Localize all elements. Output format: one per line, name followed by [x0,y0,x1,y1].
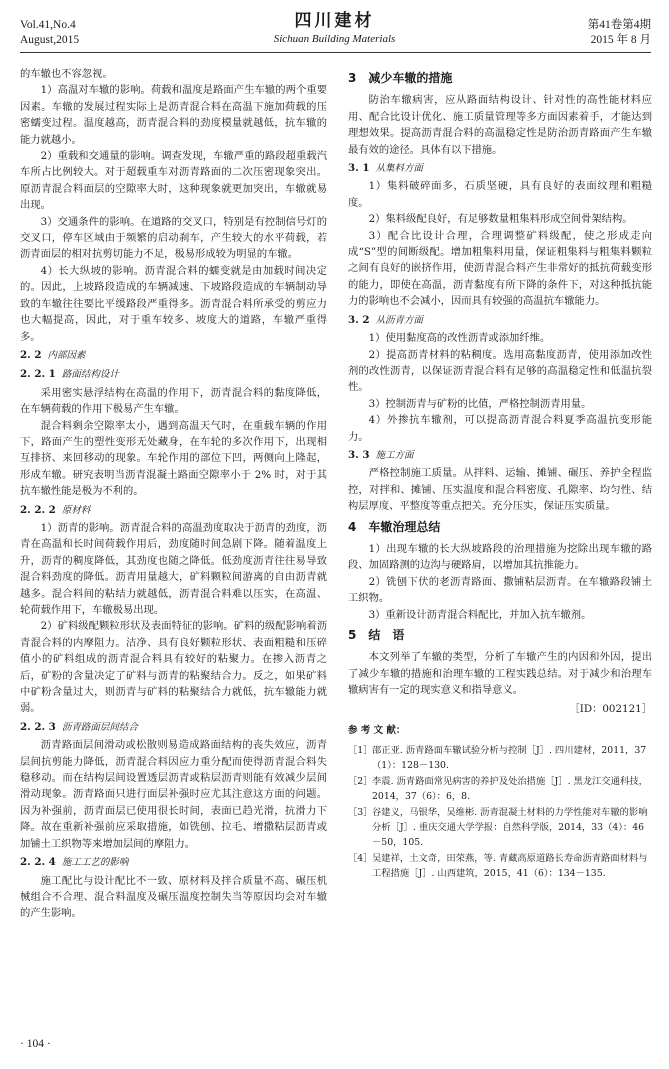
paragraph: 2）重载和交通量的影响。调查发现，车辙严重的路段超重载汽车所占比例较大。对于超载重车对沥青路面的二次压密现象突出。原沥青混合料面层的空隙率大时，这种现象就更加突出，车辙就易出现。 [20,150,327,212]
paragraph: 1）集料破碎面多，石质坚硬，具有良好的表面纹理和粗糙度。 [348,180,652,209]
section-heading-3-3: 3. 3 施工方面 [348,448,414,461]
journal-logo: 四川建材 [294,11,375,31]
paragraph: 2）集料级配良好，有足够数量粗集料形成空间骨架结构。 [368,213,633,226]
header-rule [20,52,651,53]
paragraph: 防治车辙病害，应从路面结构设计、针对性的高性能材料应用、配合比设计优化、施工质量管理等多方面因素着手，才能达到理想效果。提高沥青混合料的高温稳定性是防治沥青路面产生车辙最有效的途径。具体有以下措施。 [348,94,652,156]
paragraph: 采用密实悬浮结构在高温的作用下，沥青混合料的黏度降低，在车辆荷载的作用下极易产生车辙。 [20,386,327,416]
journal-masthead [0,10,669,46]
page-number: · 104 · [20,1038,51,1050]
header-right [588,18,651,48]
reference-item: ［1］ 邵正亚. 沥青路面车辙试验分析与控制［J］. 四川建材，2011，37（1）：128－130. [348,745,647,772]
reference-item: ［2］ 李震. 沥青路面常见病害的养护及处治措施［J］. 黑龙江交通科技，2014，37（6）：6，8. [348,776,648,803]
section-heading-4: 4 车辙治理总结 [348,519,441,534]
paragraph: 1）沥青的影响。沥青混合料的高温劲度取决于沥青的劲度，沥青在高温和长时间荷载作用后，劲度随时间急剧下降。随着温度上升，沥青的稠度降低，其劲度也随之降低。低劲度沥青往往易导致混合料劲度的降低。沥青用量越大，矿料颗粒间游离的自由沥青就越多。混合料间的粘结力就越低，沥青混合料难以压实，在高温、轮荷载作用下，车辙极易出现。 [20,521,327,616]
paragraph: 3）控制沥青与矿粉的比值，严格控制沥青用量。 [368,397,592,410]
reference-item: ［4］ 吴建祥，土文奇，田荣燕，等. 青藏高原道路长寿命沥青路面材料与工程措施［J］. 山西建筑，2015，41（6）：134－135. [348,853,648,880]
section-heading-2-2-1: 2. 2. 1 路面结构设计 [20,368,119,381]
references-heading: 参 考 文 献： [348,725,406,737]
paragraph: 3）重新设计沥青混合料配比，并加入抗车辙剂。 [368,608,592,621]
paragraph: 4）长大纵坡的影响。沥青混合料的蠕变就是由加载时间决定的。因此，上坡路段造成的车辆减速、下坡路段造成的车辆制动导致的车辙往往要比平缓路段严重得多。沥青混合料所承受的剪应力也大幅提高，因此，对于重车较多、坡度大的道路，车辙严重得多。 [20,264,327,343]
paragraph: 3）配合比设计合理，合理调整矿料级配，使之形成走向成“S”型的间断级配。增加粗集料用量，保证粗集料与粗集料颗粒之间有良好的嵌挤作用，使沥青混合料产生非常好的抵抗荷载变形的能力，即使在高温，沥青黏度有所下降的条件下，对这种抵抗能力的影响也不会减小，因而具有较强的高温抗车辙能力。 [348,229,652,308]
section-heading-2-2: 2. 2 内部因素 [20,348,86,361]
section-heading-5: 5 结 语 [348,628,405,642]
paragraph: 的车辙也不容忽视。 [20,68,113,80]
right-column [348,66,652,882]
issue-date: August,2015 [20,34,80,46]
section-heading-2-2-4: 2. 2. 4 施工工艺的影响 [20,856,129,869]
paragraph: 3）交通条件的影响。在道路的交叉口，特别是有控制信号灯的交叉口，停车区域由于频繁的启动刹车，产生较大的水平荷载，若沥青面层的相对抗剪切能力不足，极易形成较为明显的车辙。 [20,215,327,261]
volume-number: Vol.41,No.4 [20,19,76,31]
section-heading-2-2-2: 2. 2. 2 原材料 [20,503,91,516]
volume-number-cn: 第41卷第4期 [587,19,651,31]
article-id: ［ID：002121］ [569,702,652,715]
paragraph: 2）提高沥青材料的粘稠度。选用高黏度沥青，使用添加改性剂的改性沥青，以保证沥青混合料有足够的高温稳定性和低温抗裂性。 [348,348,652,394]
issue-date-cn: 2015 年 8 月 [590,34,651,46]
paragraph: 2）矿料级配颗粒形状及表面特征的影响。矿料的级配影响着沥青混合料的内摩阻力。洁净、具有良好颗粒形状、表面粗糙和压碎值小的矿料组成的沥青混合料具有较好的粘聚力。在掺入沥青之后，矿粉的含量决定了矿料与沥青的粘聚结合力。反之，如果矿料中矿粉含量过大，则沥青与矿料的粘聚结合力就低，抗车辙能力就弱。 [20,620,327,715]
paragraph: 1）高温对车辙的影响。荷载和温度是路面产生车辙的两个重要因素。车辙的发展过程实际上是沥青混合料在高温下施加荷载的压密蠕变过程。温度越高，沥青混合料的劲度模量就越低，抗车辙的能力就越小。 [20,84,327,146]
paragraph: 本文列举了车辙的类型，分析了车辙产生的内因和外因，提出了减少车辙的措施和治理车辙的工程实践总结。对于减少和治理车辙病害有一定的现实意义和指导意义。 [348,651,652,697]
section-heading-3-2: 3. 2 从沥青方面 [348,313,424,326]
section-heading-3-1: 3. 1 从集料方面 [348,162,424,175]
section-heading-3: 3 减少车辙的措施 [348,71,453,85]
journal-english-name: Sichuan Building Materials [273,33,396,45]
left-column [20,66,327,922]
paragraph: 1）使用黏度高的改性沥青或添加纤维。 [368,332,551,345]
paragraph: 4）外掺抗车辙剂，可以提高沥青混合料夏季高温抗变形能力。 [348,414,652,443]
paragraph: 沥青路面层间滑动或松散则易造成路面结构的丧失效应，沥青层间抗剪能力降低，沥青混合料因应力重分配而使得沥青混合料失稳移动。而在结构层间设置透层沥青或粘层沥青则能有效减少层间滑动现象。沥青路面只进行面层补强时应尤其注意这方面的问题。因为补强前，沥青面层已使用很长时间，表面已趋光滑，抗滑力下降。故在重新补强前应采取措施，如铣刨、拉毛、增撒粘层沥青或加铺土工织物等来增加层间的摩阻力。 [20,739,327,850]
paragraph: 严格控制施工质量。从拌料、运输、摊铺、碾压、养护全程监控，对拌和、摊铺、压实温度和混合料密度、孔隙率、均匀性、结构层厚度、平整度等重点把关。充分压实，保证压实质量。 [348,467,652,513]
section-heading-2-2-3: 2. 2. 3 沥青路面层间结合 [20,720,138,733]
paragraph: 混合料剩余空隙率太小，遇到高温天气时，在重载车辆的作用下，路面产生的塑性变形无处藏身，在车轮的多次作用下，出现相互排挤、来回移动的现象。车轮作用的部位下凹，两侧向上隆起，形成车辙。研究表明当沥青混凝土路面空隙率小于 2% 时，对于其抗车辙性能是极为不利的。 [20,419,327,498]
reference-item: ［3］ 谷建义，马银华，吴维彬. 沥青混凝土材料的力学性能对车辙的影响分析［J］. 重庆交通大学学报：自然科学版，2014，33（4）：46－50，105. [348,807,648,849]
paragraph: 2）铣刨下伏的老沥青路面、撒铺粘层沥青。在车辙路段铺土工织物。 [348,575,652,605]
page-header [0,0,669,60]
paragraph: 1）出现车辙的长大纵坡路段的治理措施为挖除出现车辙的路段、加固路测的边沟与硬路肩，以增加其抗推能力。 [348,542,652,572]
paragraph: 施工配比与设计配比不一致、原材料及拌合质量不高、碾压机械组合不合理、混合料温度及碾压温度控制失当等原因均会对车辙的产生影响。 [20,874,327,920]
